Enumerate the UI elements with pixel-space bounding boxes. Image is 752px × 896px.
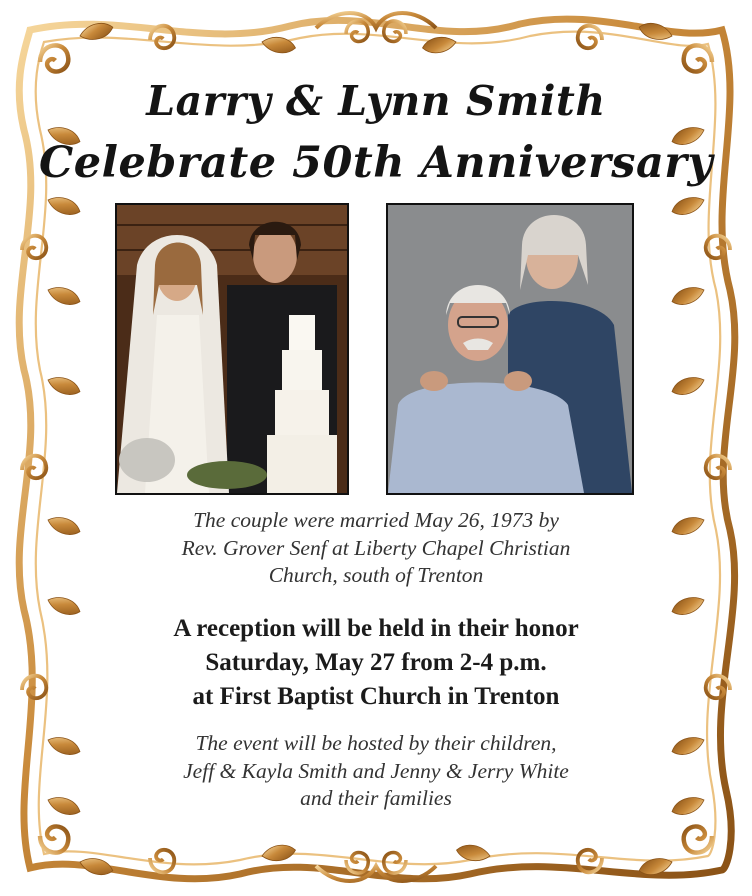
reception-line: A reception will be held in their honor [173,615,579,642]
marriage-line: Church, south of Trenton [268,563,484,587]
hosts-line: Jeff & Kayla Smith and Jenny & Jerry White [183,758,569,783]
reception-line: at First Baptist Church in Trenton [192,683,560,710]
marriage-line: The couple were married May 26, 1973 by [193,508,559,532]
marriage-details [100,507,652,590]
marriage-line: Rev. Grover Senf at Liberty Chapel Christian [181,535,571,560]
announcement-title: Larry & Lynn Smith [146,77,606,125]
hosts-line: The event will be hosted by their children, [195,731,557,755]
reception-details [100,612,652,714]
hosts-line: and their families [300,786,452,810]
reception-line: Saturday, May 27 from 2-4 p.m. [205,649,547,676]
wedding-photo [115,203,349,495]
couple-recent-photo [386,203,634,495]
announcement-subtitle: Celebrate 50th Anniversary [39,138,713,188]
hosts-details [100,730,652,813]
